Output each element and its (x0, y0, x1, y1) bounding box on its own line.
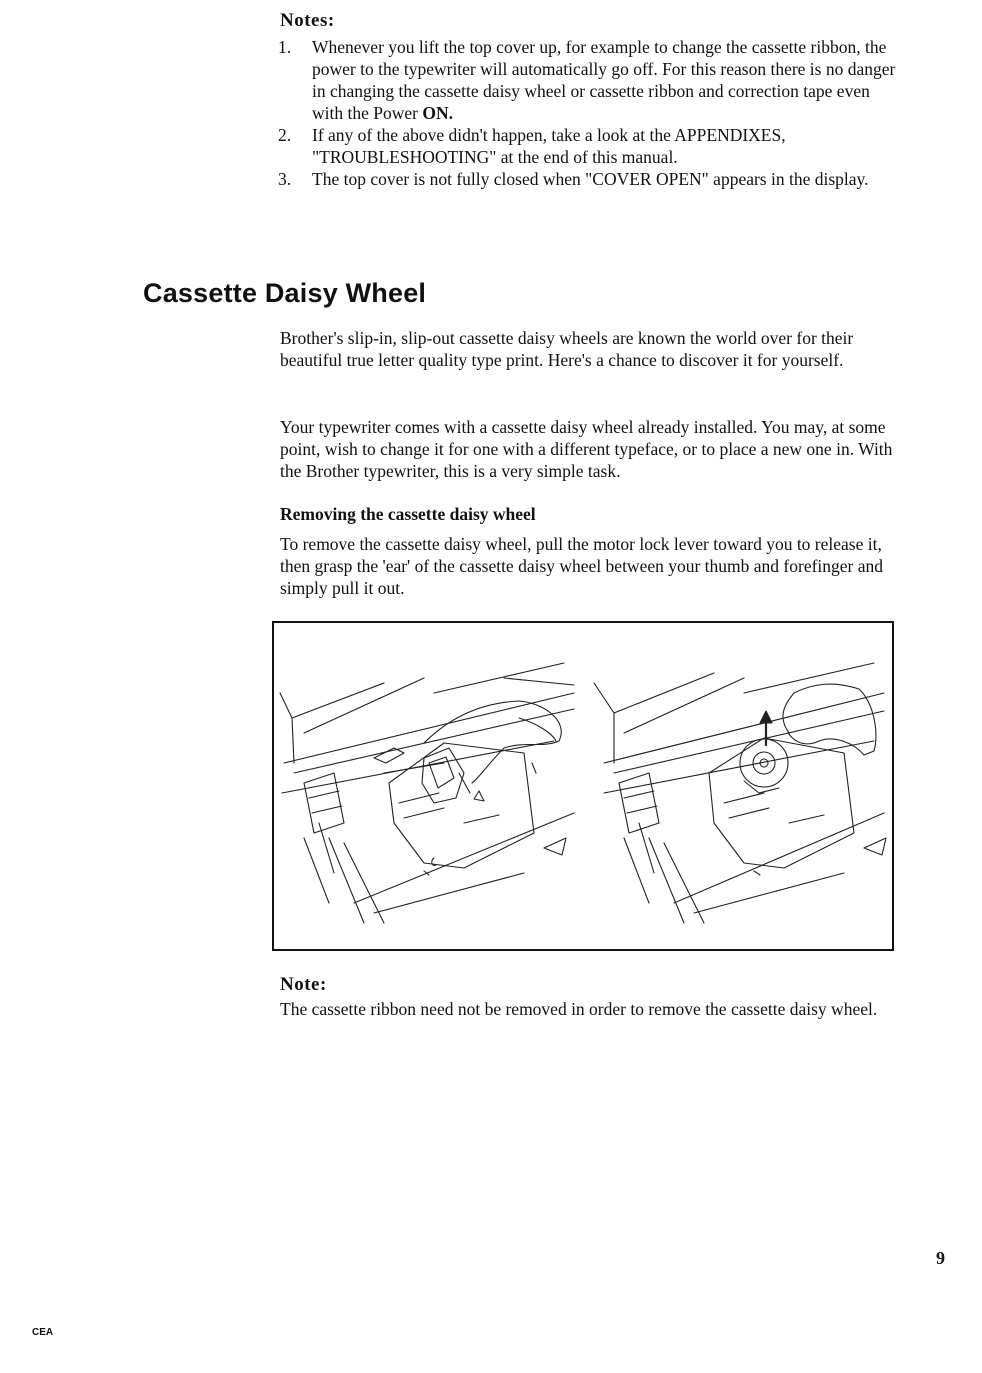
subheading: Removing the cassette daisy wheel (280, 504, 536, 524)
right-panel-drawing (594, 663, 886, 923)
notes-item (278, 124, 903, 168)
notes-item-text: The top cover is not fully closed when "COVER OPEN" appears in the display. (312, 169, 869, 189)
notes-item-text: Whenever you lift the top cover up, for example to change the cassette ribbon, the power to the typewriter will automatically go off. For this reason there is no danger in changing the cassette daisy wheel or cassette ribbon and correction tape even with the Power (312, 37, 896, 123)
footer-code: CEA (32, 1327, 54, 1338)
notes-item-number: 2. (278, 125, 292, 145)
left-panel-drawing (280, 663, 574, 923)
page-number: 9 (936, 1248, 945, 1268)
notes-item (278, 36, 903, 124)
power-on-emphasis: ON. (422, 103, 453, 123)
notes-heading: Notes: (280, 10, 335, 31)
notes-list (278, 36, 903, 190)
intro-paragraph: Brother's slip-in, slip-out cassette daisy wheels are known the world over for their beautiful true letter quality type print. Here's a chance to discover it for yourself. (280, 328, 854, 370)
notes-item-number: 1. (278, 37, 292, 57)
notes-item (278, 168, 903, 190)
notes-item-number: 3. (278, 169, 292, 189)
typewriter-illustration (274, 623, 892, 949)
illustration-frame (272, 621, 894, 951)
notes-item-text: If any of the above didn't happen, take a look at the APPENDIXES, "TROUBLESHOOTING" at the end of this manual. (312, 125, 786, 167)
note-text: The cassette ribbon need not be removed in order to remove the cassette daisy wheel. (280, 999, 878, 1019)
note-heading: Note: (280, 974, 327, 995)
section-title: Cassette Daisy Wheel (143, 278, 427, 308)
body-paragraph: Your typewriter comes with a cassette daisy wheel already installed. You may, at some point, wish to change it for one with a different typeface, or to place a new one in. With the Brother typewriter, this is a very simple task. (280, 417, 893, 481)
instructions-paragraph: To remove the cassette daisy wheel, pull the motor lock lever toward you to release it, then grasp the 'ear' of the cassette daisy wheel between your thumb and forefinger and simply pull it out. (280, 534, 884, 598)
daisy-wheel-disc (740, 739, 788, 787)
